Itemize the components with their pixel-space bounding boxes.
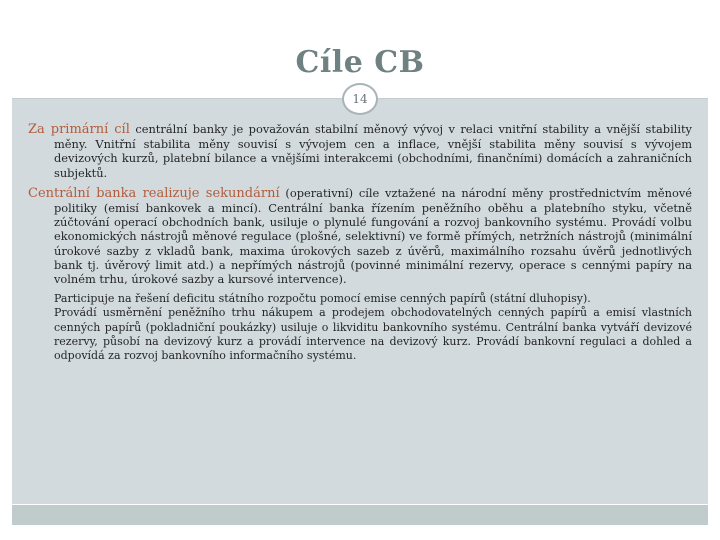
- sub-paragraph: Participuje na řešení deficitu státního rozpočtu pomocí emise cenných papírů (státní dluhopisy).: [54, 292, 591, 306]
- paragraph-text: centrální banky je považován stabilní měnový vývoj v relaci vnitřní stability a vnější stability měny. Vnitřní stabilita měny souvisí s vývojem cen a inflace, vnější stabilita měny souvisí s vývojem devizových kurzů, platební bilance a vnějšími interakcemi (obchodními, finančními) domácích a zahraničních subjektů.: [54, 122, 692, 180]
- paragraph-lead: Centrální banka realizuje sekundární: [28, 185, 280, 201]
- page-number: 14: [352, 92, 368, 106]
- paragraph-primary-goal: [28, 122, 692, 180]
- slide-title: Cíle CB: [295, 45, 425, 80]
- paragraph-text: (operativní) cíle vztažené na národní měny prostřednictvím měnové politiky (emisí bankovek a mincí). Centrální banka řízením peněžního oběhu a platebního styku, včetně zúčtování operací obchodních bank, usiluje o plynulé fungování a rozvoj bankovního systému. Provádí volbu ekonomických nástrojů měnové regulace (plošné, selektivní) ve formě přímých, netržních nástrojů (minimální úrokové sazby z vkladů bank, maxima úrokových sazeb z úvěrů, maximálního rozsahu úvěrů jednotlivých bank tj. úvěrový limit atd.) a nepřímých nástrojů (povinné minimální rezervy, operace s cennými papíry na volném trhu, úrokové sazby a kursové intervence).: [54, 185, 692, 287]
- page-number-badge: [342, 83, 378, 115]
- slide-body: [28, 122, 692, 363]
- footer-bar: [12, 505, 708, 525]
- paragraph-lead: Za primární cíl: [28, 122, 130, 137]
- paragraph-secondary-goal: [28, 186, 692, 286]
- sub-paragraph: Provádí usměrnění peněžního trhu nákupem a prodejem obchodovatelných cenných papírů a emisí vlastních cenných papírů (pokladniční poukázky) usiluje o likviditu bankovního systému. Centrální banka vytváří devizové rezervy, působí na devizový kurz a provádí intervence na devizový kurz. Provádí bankovní regulaci a dohled a odpovídá za rozvoj bankovního informačního systému.: [54, 306, 692, 363]
